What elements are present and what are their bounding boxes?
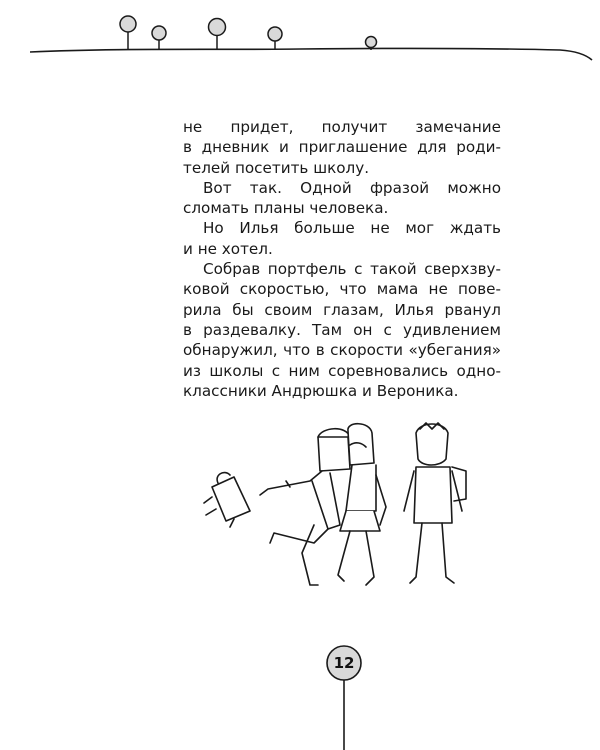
story-text xyxy=(183,117,501,401)
text-line: ковой скоростью, что мама не пове- xyxy=(183,280,501,299)
text-line: Вот так. Одной фразой можно xyxy=(203,178,501,197)
text-line: в дневник и приглашение для роди- xyxy=(183,138,501,157)
text-line: и не хотел. xyxy=(183,239,273,258)
text-line: не придет, получит замечание xyxy=(183,118,501,136)
text-line: телей посетить школу. xyxy=(183,158,370,177)
text-line: обнаружил, что в скорости «убегания» xyxy=(183,341,501,360)
text-line: Но Илья больше не мог ждать xyxy=(203,219,501,238)
children-running-drawing xyxy=(190,415,480,595)
page-number: 12 xyxy=(333,654,355,672)
text-line: сломать планы человека. xyxy=(183,199,389,218)
text-line: классники Андрюшка и Вероника. xyxy=(183,381,459,400)
text-line: из школы с ним соревновались одно- xyxy=(183,361,501,380)
text-line: в раздевалку. Там он с удивлением xyxy=(183,320,501,339)
text-line: рила бы своим глазам, Илья рванул xyxy=(183,300,501,319)
text-line: Собрав портфель с такой сверхзву- xyxy=(203,260,501,279)
tree-line-decoration xyxy=(0,0,600,80)
